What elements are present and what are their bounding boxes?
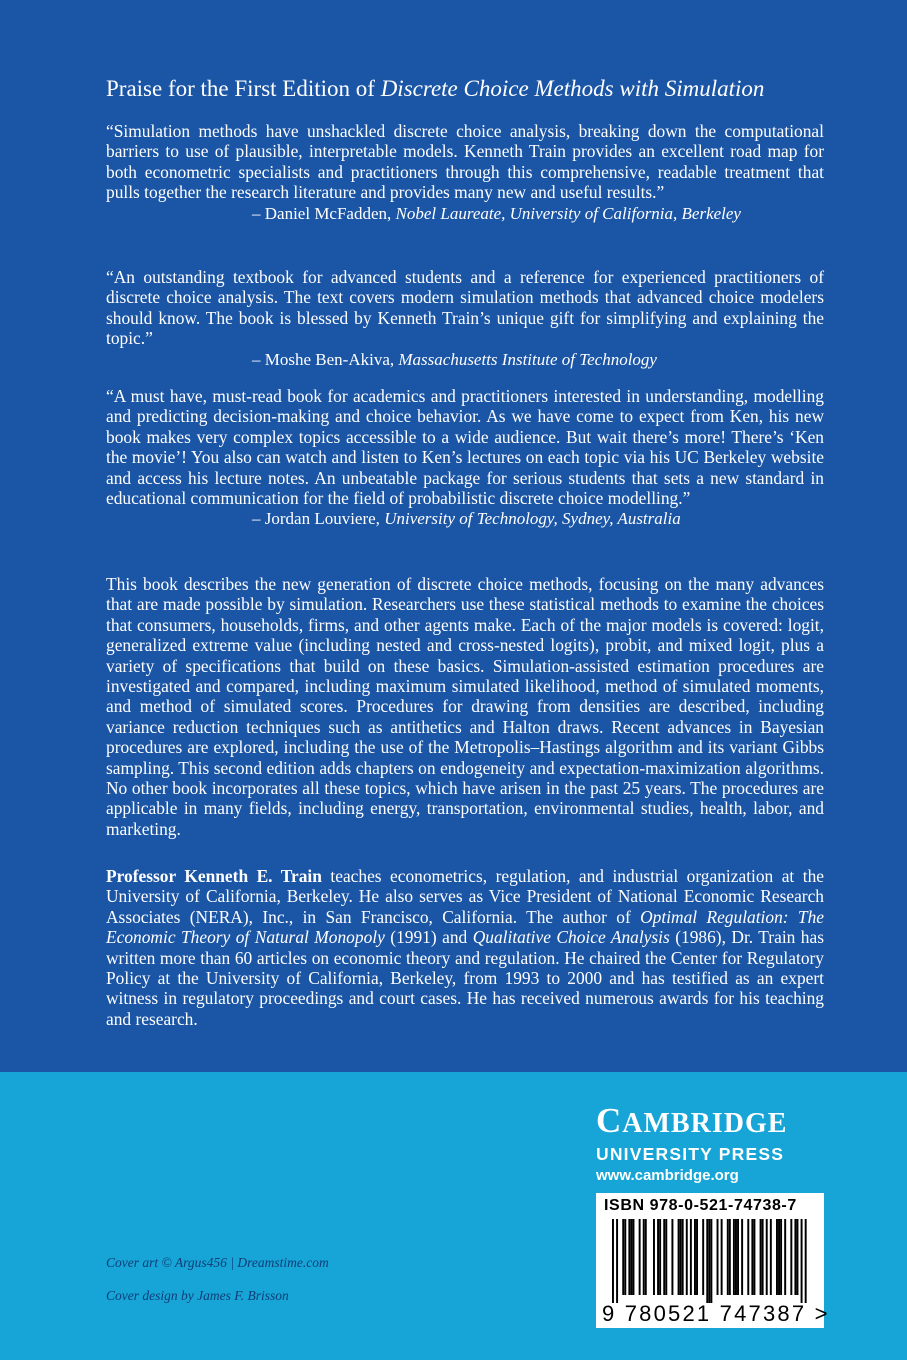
barcode-bar [696, 1219, 698, 1295]
bio-part-1: teaches econometrics, regulation, and industrial organization at the University of California, Berkeley. He also serves as Vice President of National Economic Research Associates (NERA), Inc., in San Francisco, California. The author of [106, 866, 824, 927]
quote-author: – Moshe Ben-Akiva, [252, 349, 399, 369]
quote-attribution [106, 349, 824, 370]
barcode-bar [624, 1219, 626, 1295]
barcode-bar [790, 1219, 792, 1295]
isbn-label: ISBN 978-0-521-74738-7 [604, 1197, 797, 1214]
cambridge-logo [596, 1102, 826, 1187]
barcode-bar [805, 1219, 807, 1303]
quote-author: – Daniel McFadden, [252, 203, 396, 223]
barcode-bar [721, 1219, 723, 1295]
barcode-bar [770, 1219, 772, 1295]
barcode-bar [753, 1219, 755, 1295]
author-name: Professor Kenneth E. Train [106, 866, 322, 886]
bio-part-3: (1986), Dr. Train has written more than 60 articles on economic theory and regulation. He chaired the Center for Regulatory Policy at the University of California, Berkeley, from 1993 to 2000 and has testified as an expert witness in regulatory proceedings and court cases. He has received numerous awards for his teaching and research. [106, 927, 824, 1029]
barcode-bar [680, 1219, 682, 1295]
barcode-bar [645, 1219, 647, 1295]
barcode-bar [741, 1219, 743, 1295]
barcode-bar [630, 1219, 632, 1295]
barcode-bars [596, 1219, 824, 1303]
barcode-bar [706, 1219, 708, 1303]
barcode-bar [776, 1219, 778, 1295]
barcode-bar [663, 1219, 665, 1295]
cover-design-credit: Cover design by James F. Brisson [106, 1288, 289, 1303]
barcode-bar [659, 1219, 661, 1295]
quote-attribution [106, 203, 824, 224]
barcode-bar [751, 1219, 753, 1295]
publisher-press: UNIVERSITY PRESS [596, 1144, 785, 1164]
quote-text: “An outstanding textbook for advanced students and a reference for experienced practitioners of discrete choice analysis. The text covers modern simulation methods that advanced choice modelers should know. The book is blessed by Kenneth Train’s unique gift for simplifying and explaining the topic.” [106, 267, 824, 349]
barcode-bar [737, 1219, 739, 1295]
publisher-name-rest: AMBRIDGE [622, 1108, 788, 1139]
isbn-barcode [596, 1193, 830, 1328]
publisher-url: www.cambridge.org [596, 1167, 739, 1184]
quote-ben-akiva [106, 267, 824, 370]
barcode-bar [766, 1219, 768, 1295]
barcode-bar [628, 1219, 630, 1295]
barcode-bar [678, 1219, 680, 1295]
barcode-bar [616, 1219, 618, 1303]
barcode-bar [727, 1219, 729, 1295]
quote-affiliation: Massachusetts Institute of Technology [398, 349, 657, 369]
barcode-bar [784, 1219, 786, 1295]
barcode-bar [612, 1219, 614, 1303]
barcode-bar [702, 1219, 704, 1295]
barcode-bar [653, 1219, 655, 1295]
quote-mcfadden [106, 121, 824, 224]
quote-author: – Jordan Louviere, [252, 509, 385, 529]
book-description [106, 574, 824, 839]
barcode-bar [778, 1219, 780, 1295]
praise-heading-prefix: Praise for the First Edition of [106, 76, 381, 101]
praise-heading-title: Discrete Choice Methods with Simulation [380, 76, 765, 101]
praise-heading [106, 74, 826, 104]
barcode-bar [671, 1219, 673, 1295]
bio-text [106, 866, 824, 1029]
barcode-bar [747, 1219, 749, 1295]
barcode-bar [801, 1219, 803, 1303]
quote-affiliation: University of Technology, Sydney, Australia [384, 509, 681, 529]
author-bio [106, 866, 824, 1029]
barcode-bar [733, 1219, 735, 1295]
quote-affiliation: Nobel Laureate, University of California, Berkeley [395, 203, 741, 223]
barcode-bar [639, 1219, 641, 1295]
barcode-bar [657, 1219, 659, 1295]
barcode-bar [643, 1219, 645, 1295]
quote-text: “Simulation methods have unshackled discrete choice analysis, breaking down the computational barriers to use of plausible, interpretable models. Kenneth Train provides an excellent road map for both econometric specialists and practitioners through this comprehensive, readable treatment that pulls together the research literature and provides many new and useful results.” [106, 121, 824, 203]
cover-art-credit: Cover art © Argus456 | Dreamstime.com [106, 1255, 329, 1270]
barcode-bar [760, 1219, 762, 1295]
bio-book-2: Qualitative Choice Analysis [472, 927, 670, 948]
quote-attribution [106, 508, 824, 529]
barcode-bar [729, 1219, 731, 1295]
barcode-bar [686, 1219, 688, 1295]
barcode-bar [694, 1219, 696, 1295]
barcode-bar [780, 1219, 782, 1295]
barcode-bar [633, 1219, 635, 1295]
bio-part-2: (1991) and [384, 927, 473, 948]
barcode-bar [708, 1219, 710, 1303]
barcode-bar [690, 1219, 692, 1295]
bio-book-1: Optimal Regulation: The Economic Theory of Natural Monopoly [106, 906, 825, 948]
barcode-bar [762, 1219, 764, 1295]
barcode-digits: 9 780521 747387 > [602, 1301, 830, 1326]
barcode-bar [797, 1219, 799, 1295]
barcode-bar [794, 1219, 796, 1295]
quote-text: “A must have, must-read book for academics and practitioners interested in understanding, modelling and predicting decision-making and choice behavior. As we have come to expect from Ken, his new book makes very complex topics accessible to a wide audience. But wait there’s more! There’s ‘Ken the movie’! You also can watch and listen to Ken’s lectures on each topic via his UC Berkeley website and access his lecture notes. An unbeatable package for serious students that sets a new standard in educational communication for the field of probabilistic discrete choice modelling.” [106, 386, 824, 509]
barcode-bar [682, 1219, 684, 1295]
quote-louviere [106, 386, 824, 529]
barcode-bar [735, 1219, 737, 1295]
barcode-bar [665, 1219, 667, 1295]
barcode-bar [717, 1219, 719, 1295]
description-text: This book describes the new generation of discrete choice methods, focusing on the many advances that are made possible by simulation. Researchers use these statistical methods to examine the choices that consumers, households, firms, and other agents make. Each of the major models is covered: logit, generalized extreme value (including nested and cross-nested logits), probit, and mixed logit, plus a variety of specifications that build on these basics. Simulation-assisted estimation procedures are investigated and compared, including maximum simulated likelihood, method of simulated moments, and method of simulated scores. Procedures for drawing from densities are described, including variance reduction techniques such as antithetics and Halton draws. Recent advances in Bayesian procedures are explored, including the use of the Metropolis–Hastings algorithm and its variant Gibbs sampling. This second edition adds chapters on endogeneity and expectation-maximization algorithms. No other book incorporates all these topics, which have arisen in the past 25 years. The procedures are applicable in many fields, including energy, transportation, environmental studies, health, labor, and marketing. [106, 574, 824, 839]
barcode-bar [622, 1219, 624, 1295]
barcode-bar [710, 1219, 712, 1303]
publisher-name [596, 1102, 826, 1143]
publisher-name-initial: C [596, 1101, 623, 1140]
